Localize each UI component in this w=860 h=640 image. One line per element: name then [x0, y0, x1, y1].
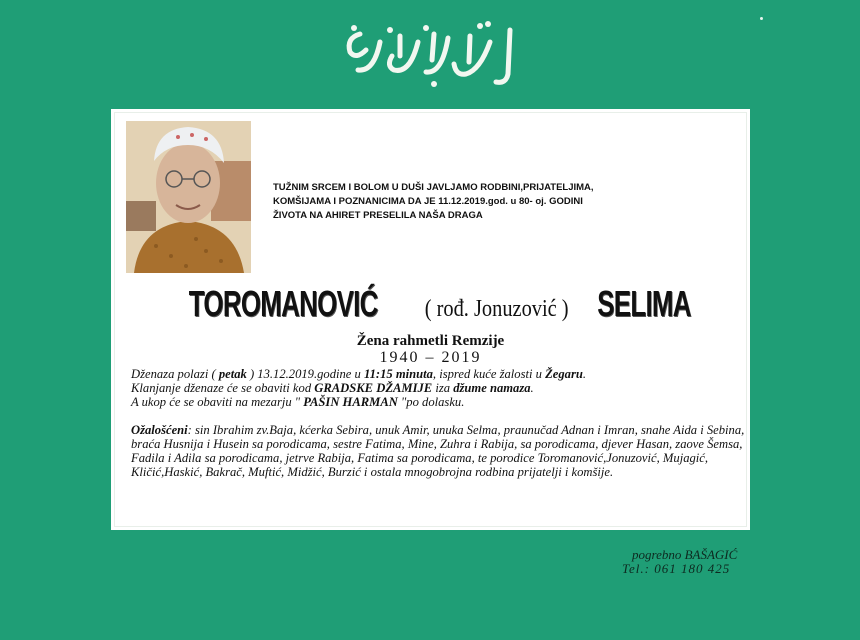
text-fragment: Dženaza polazi (	[131, 367, 219, 381]
maiden-name: ( rođ. Jonuzović )	[424, 296, 569, 322]
text-fragment: "po dolasku.	[397, 395, 465, 409]
portrait-illustration	[126, 121, 251, 273]
text-fragment: Klanjanje dženaze će se obaviti kod	[131, 381, 315, 395]
prayer-time: džume namaza	[453, 381, 531, 395]
mourners-text: : sin Ibrahim zv.Baja, kćerka Sebira, unuk Amir, unuka Selma, praunučad Adnan i Imran, snahe Aida i Sebina, braća Husnija i Husein sa porodicama, sestre Fatima, Mine, Zuhra i Rabija, sa porodicama, djever Hasan, zaove Šemsa, Fadila i Adila sa porodicama, jetrve Rabija, Fatima sa porodicama, te porodice Toromanović,Jonuzović, Mujagić, Kličić,Haskić, Bakrač, Muftić, Midžić, Burzić i ostala mnogobrojna rodbina prijatelji i komšije.	[131, 423, 745, 479]
speck	[760, 17, 763, 20]
funeral-day: petak	[218, 367, 247, 381]
arabic-calligraphy	[330, 12, 530, 92]
funeral-details	[131, 367, 756, 479]
funeral-time: 11:15 minuta	[363, 367, 433, 381]
text-fragment: ) 13.12.2019.godine u	[246, 367, 364, 381]
obituary-paper	[109, 107, 752, 532]
burial-line	[131, 395, 756, 409]
portrait-photo	[126, 121, 251, 273]
prayer-line	[131, 381, 756, 395]
funeral-home-info	[622, 548, 737, 576]
cemetery-name: PAŠIN HARMAN	[303, 395, 398, 409]
spouse-line: Žena rahmetli Remzije	[356, 333, 505, 349]
text-fragment: .	[582, 367, 587, 381]
intro-text: TUŽNIM SRCEM I BOLOM U DUŠI JAVLJAMO RODBINI,PRIJATELJIMA, KOMŠIJAMA I POZNANICIMA DA JE 11.12.2019.god. u 80- oj. GODINI ŽIVOTA NA AHIRET PRESELILA NAŠA DRAGA	[273, 182, 594, 221]
funeral-place: Žegaru	[545, 367, 583, 381]
first-name: SELIMA	[597, 283, 692, 324]
text-fragment: A ukop će se obaviti na mezarju "	[131, 395, 304, 409]
text-fragment: , ispred kuće žalosti u	[432, 367, 546, 381]
life-years: 1940 – 2019	[379, 349, 482, 366]
mosque-name: GRADSKE DŽAMIJE	[314, 381, 433, 395]
funeral-home-phone: Tel.: 061 180 425	[622, 561, 731, 576]
text-fragment: .	[530, 381, 534, 395]
text-fragment: iza	[432, 381, 454, 395]
funeral-home-name: pogrebno BAŠAGIĆ	[632, 547, 738, 562]
mourners-label: Ožalošćeni	[131, 423, 188, 437]
spacer	[131, 409, 756, 423]
obituary-card	[103, 101, 758, 538]
deceased-name	[111, 283, 750, 325]
mourners-list	[131, 423, 756, 479]
funeral-departure	[131, 367, 756, 381]
surname: TOROMANOVIĆ	[188, 283, 378, 324]
